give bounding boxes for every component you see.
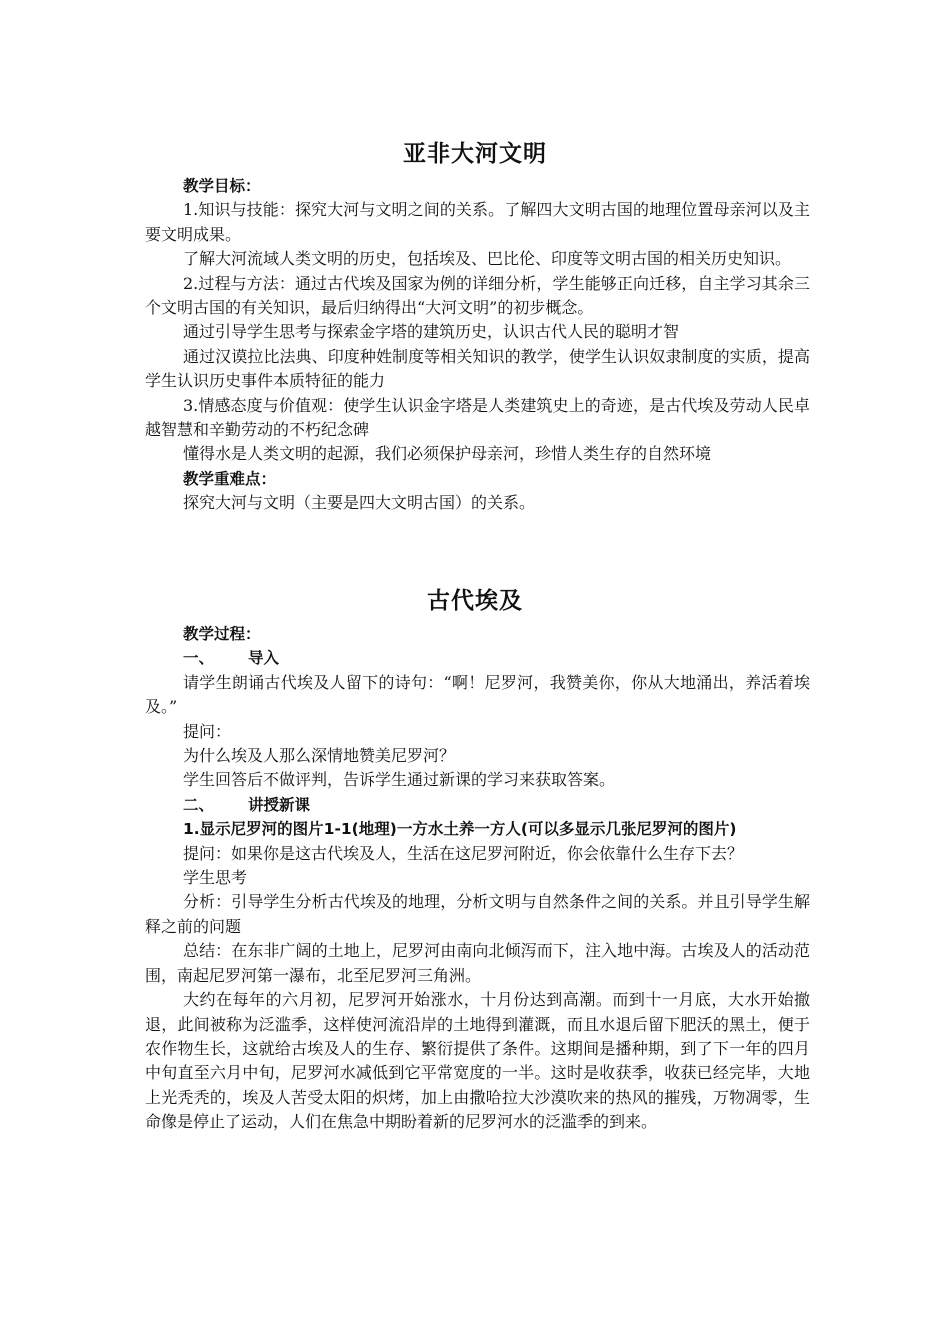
- key-points-text: 探究大河与文明（主要是四大文明古国）的关系。: [183, 493, 536, 513]
- intro-question: 为什么埃及人那么深情地赞美尼罗河？: [183, 746, 456, 766]
- goal-attitude: 3.情感态度与价值观：使学生认识金字塔是人类建筑史上的奇迹，是古代埃及劳动人民卓越智慧和辛勤劳动的不朽纪念碑: [145, 395, 810, 440]
- new-lesson-nile-flood: 大约在每年的六月初，尼罗河开始涨水，十月份达到高潮。而到十一月底，大水开始撤退，此间被称为泛滥季，这样使河流沿岸的土地得到灌溉，而且水退后留下肥沃的黑土，便于农作物生长，这就给古埃及人的生存、繁衍提供了条件。这期间是播种期，到了下一年的四月中旬直至六月中旬，尼罗河水减低到它平常宽度的一半。这时是收获季，收获已经完毕，大地上光秃秃的，埃及人苦受太阳的炽烤，加上由撒哈拉大沙漠吹来的热风的摧残，万物凋零，生命像是停止了运动，人们在焦急中期盼着新的尼罗河水的泛滥季的到来。: [145, 990, 810, 1132]
- goal-process-detail-2: 通过汉谟拉比法典、印度种姓制度等相关知识的教学，使学生认识奴隶制度的实质，提高学生认识历史事件本质特征的能力: [145, 346, 810, 391]
- new-lesson-analysis: 分析：引导学生分析古代埃及的地理，分析文明与自然条件之间的关系。并且引导学生解释之前的问题: [145, 892, 810, 936]
- new-lesson-question: 提问：如果你是这古代埃及人，生活在这尼罗河附近，你会依靠什么生存下去？: [183, 843, 744, 863]
- goal-knowledge: 1.知识与技能：探究大河与文明之间的关系。了解四大文明古国的地理位置母亲河以及主要文明成果。: [145, 200, 810, 244]
- section-label: 讲授新课: [248, 795, 311, 814]
- document-title: 亚非大河文明: [403, 141, 547, 167]
- section-label: 导入: [248, 649, 280, 668]
- section-number: 二、: [183, 795, 215, 814]
- section-intro-heading: [145, 646, 810, 670]
- goal-knowledge-detail: 了解大河流域人类文明的历史，包括埃及、巴比伦、印度等文明古国的相关历史知识。: [183, 249, 792, 269]
- new-lesson-item-1: 1.显示尼罗河的图片1-1(地理)一方水土养一方人(可以多显示几张尼罗河的图片): [183, 820, 737, 839]
- new-lesson-think: 学生思考: [183, 868, 248, 888]
- heading-key-points: 教学重难点：: [183, 469, 277, 488]
- process-section: [145, 622, 810, 1135]
- section-number: 一、: [183, 649, 215, 668]
- section-title: 古代埃及: [427, 588, 523, 614]
- new-lesson-summary: 总结：在东非广阔的土地上，尼罗河由南向北倾泻而下，注入地中海。古埃及人的活动范围，南起尼罗河第一瀑布，北至尼罗河三角洲。: [145, 941, 810, 985]
- heading-process: 教学过程：: [183, 625, 261, 643]
- heading-goals: 教学目标：: [183, 177, 261, 195]
- intro-note: 学生回答后不做评判，告诉学生通过新课的学习来获取答案。: [183, 770, 616, 790]
- section-new-heading: [145, 793, 810, 817]
- intro-poem: 请学生朗诵古代埃及人留下的诗句：“啊！尼罗河，我赞美你，你从大地涌出，养活着埃及。”: [145, 672, 810, 717]
- goal-attitude-detail: 懂得水是人类文明的起源，我们必须保护母亲河，珍惜人类生存的自然环境: [183, 444, 712, 464]
- goal-process: 2.过程与方法：通过古代埃及国家为例的详细分析，学生能够正向迁移，自主学习其余三个文明古国的有关知识，最后归纳得出“大河文明”的初步概念。: [145, 273, 810, 318]
- goals-section: [145, 174, 810, 516]
- goal-process-detail-1: 通过引导学生思考与探索金字塔的建筑历史，认识古代人民的聪明才智: [183, 322, 680, 342]
- intro-question-label: 提问：: [183, 721, 232, 741]
